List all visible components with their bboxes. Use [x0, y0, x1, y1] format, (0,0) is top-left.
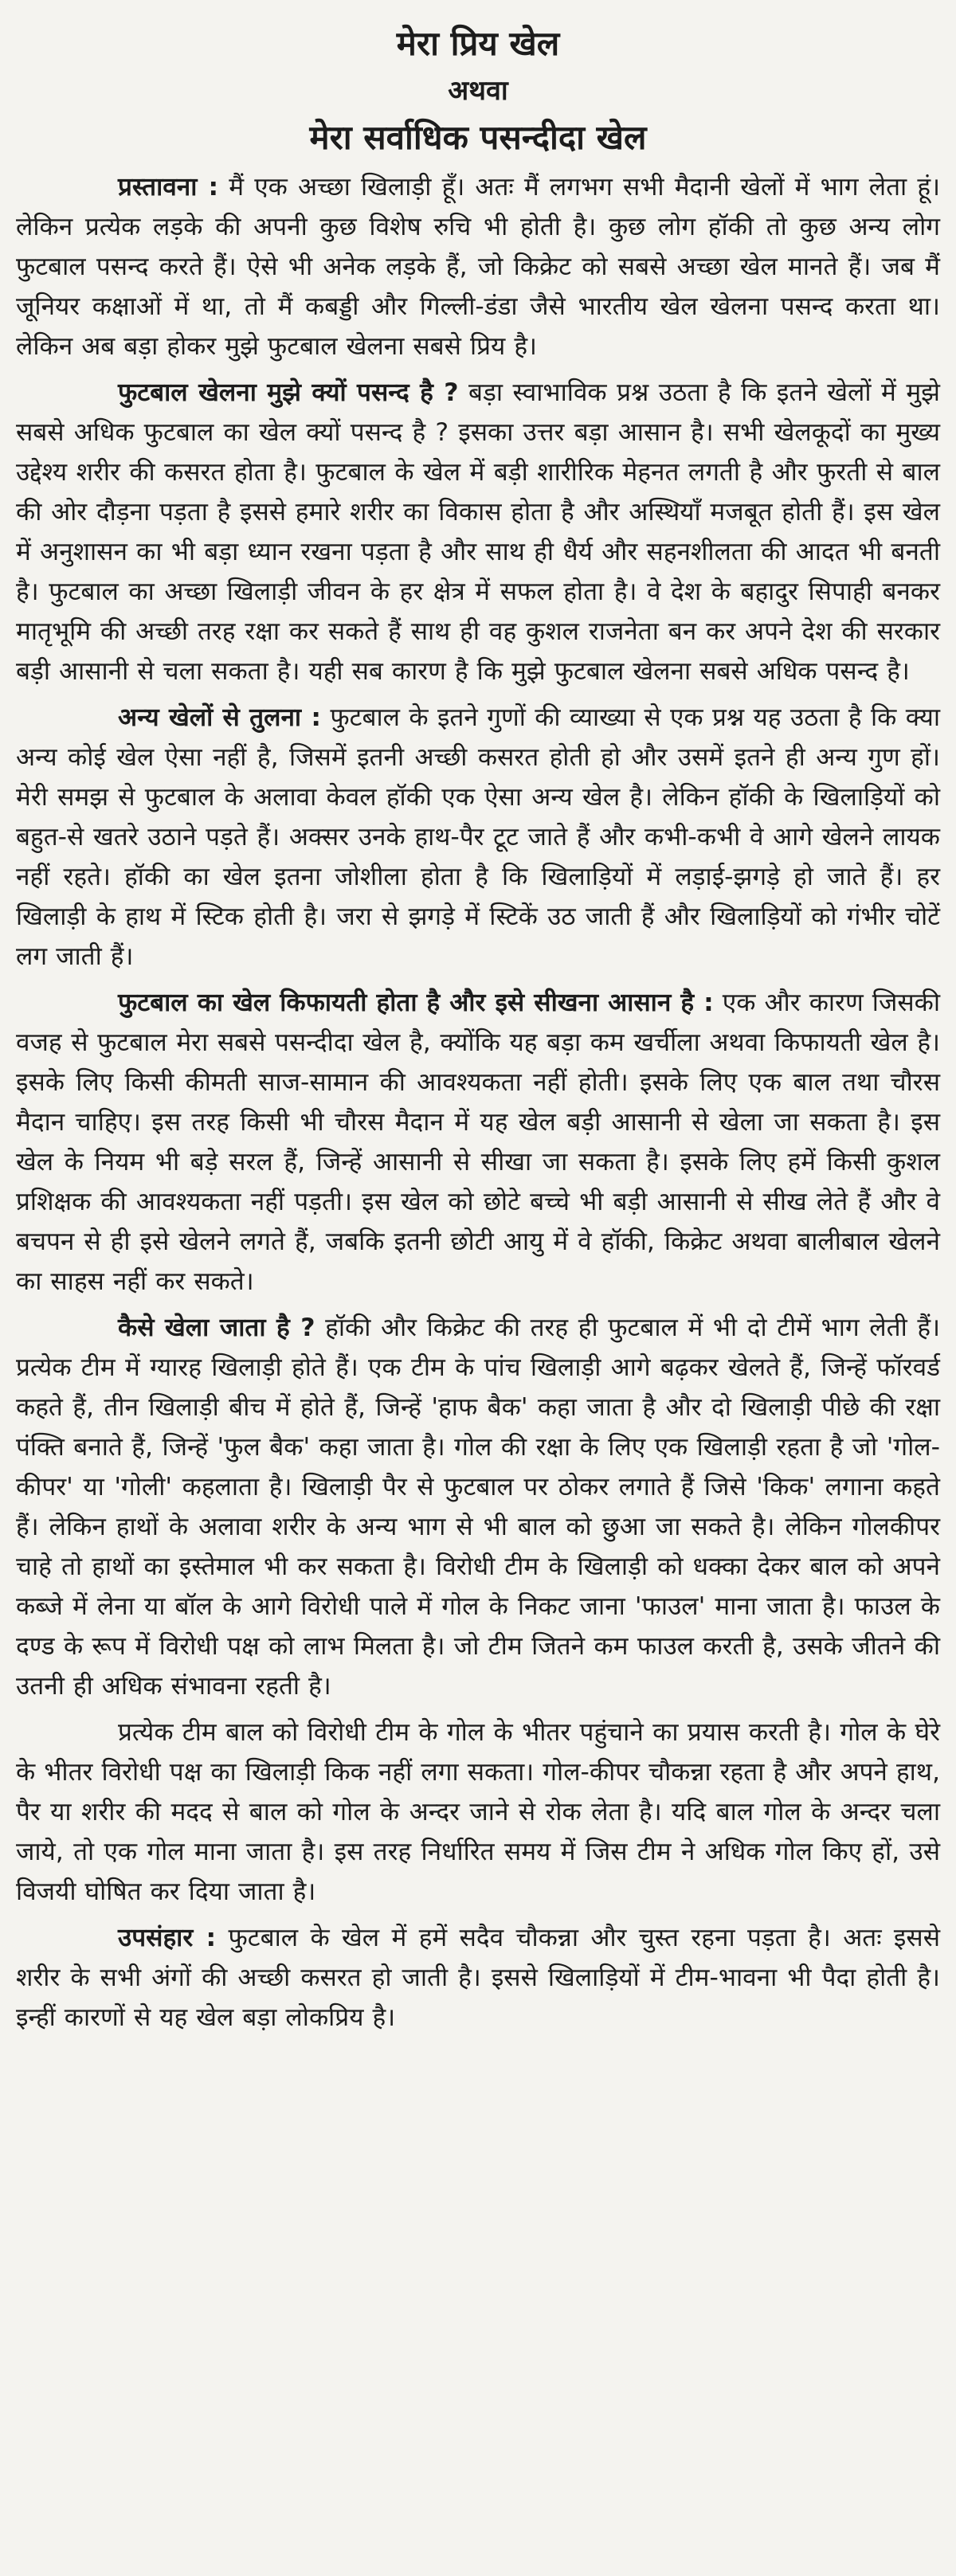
text-why-football: बड़ा स्वाभाविक प्रश्न उठता है कि इतने खेलों में मुझे सबसे अधिक फुटबाल का खेल क्यों पसन्द है ? इसका उत्तर बड़ा आसान है। सभी खेलकूदों का मुख्य उद्देश्य शरीर की कसरत होता है। फुटबाल के खेल में बड़ी शारीरिक मेहनत लगती है और फुरती से बाल की ओर दौड़ना पड़ता है इससे हमारे शरीर का विकास होता है और अस्थियाँ मजबूत होती हैं। इस खेल में अनुशासन का भी बड़ा ध्यान रखना पड़ता है और साथ ही धैर्य और सहनशीलता की आदत भी बनती है। फुटबाल का अच्छा खिलाड़ी जीवन के हर क्षेत्र में सफल होता है। वे देश के बहादुर सिपाही बनकर मातृभूमि की अच्छी तरह रक्षा कर सकते हैं साथ ही वह कुशल राजनेता बन कर अपने देश की सरकार बड़ी आसानी से चला सकता है। यही सब कारण है कि मुझे फुटबाल खेलना सबसे अधिक पसन्द है।	[16, 378, 940, 686]
paragraph-why-football	[16, 373, 940, 691]
paragraph-economical	[16, 983, 940, 1302]
text-how-played: हॉकी और किक्रेट की तरह ही फुटबाल में भी दो टीमें भाग लेती हैं। प्रत्येक टीम में ग्यारह खिलाड़ी होते हैं। एक टीम के पांच खिलाड़ी आगे बढ़कर खेलते हैं, जिन्हें फॉरवर्ड कहते हैं, तीन खिलाड़ी बीच में होते हैं, जिन्हें 'हाफ बैक' कहा जाता है और दो खिलाड़ी पीछे की रक्षा पंक्ति बनाते हैं, जिन्हें 'फुल बैक' कहा जाता है। गोल की रक्षा के लिए एक खिलाड़ी रहता है जो 'गोल-कीपर' या 'गोली' कहलाता है। खिलाड़ी पैर से फुटबाल पर ठोकर लगाते हैं जिसे 'किक' लगाना कहते हैं। लेकिन हाथों के अलावा शरीर के अन्य भाग से भी बाल को छुआ जा सकते है। लेकिन गोलकीपर चाहे तो हाथों का इस्तेमाल भी कर सकता है। विरोधी टीम के खिलाड़ी को धक्का देकर बाल को अपने कब्जे में लेना या बॉल के आगे विरोधी पाले में गोल के निकट जाना 'फाउल' माना जाता है। फाउल के दण्ड के रूप में विरोधी पक्ष को लाभ मिलता है। जो टीम जितने कम फाउल करती है, उसके जीतने की उतनी ही अधिक संभावना रहती है।	[16, 1313, 941, 1701]
heading-comparison: अन्य खेलों से तुलना :	[118, 703, 322, 732]
essay-title: मेरा प्रिय खेल	[396, 24, 560, 63]
heading-how-played: कैसे खेला जाता है ?	[118, 1313, 315, 1342]
heading-conclusion: उपसंहार :	[118, 1924, 217, 1952]
heading-economical: फुटबाल का खेल किफायती होता है और इसे सीखना आसान है :	[118, 989, 714, 1017]
text-conclusion: फुटबाल के खेल में हमें सदैव चौकन्ना और चुस्त रहना पड़ता है। अतः इससे शरीर के सभी अंगों की अच्छी कसरत हो जाती है। इससे खिलाड़ियों में टीम-भावना भी पैदा होती है। इन्हीं कारणों से यह खेल बड़ा लोकप्रिय है।	[16, 1924, 940, 2032]
title-block	[16, 19, 940, 162]
paragraph-scoring	[16, 1713, 940, 1912]
alternate-connector: अथवा	[448, 75, 508, 107]
paragraph-introduction	[16, 167, 940, 366]
text-comparison: फुटबाल के इतने गुणों की व्याख्या से एक प्रश्न यह उठता है कि क्या अन्य कोई खेल ऐसा नहीं है, जिसमें इतनी अच्छी कसरत होती हो और उसमें इतने ही अन्य गुण हों। मेरी समझ से फुटबाल के अलावा केवल हॉकी एक ऐसा अन्य खेल है। लेकिन हॉकी के खिलाड़ियों को बहुत-से खतरे उठाने पड़ते हैं। अक्सर उनके हाथ-पैर टूट जाते हैं और कभी-कभी वे आगे खेलने लायक नहीं रहते। हॉकी का खेल इतना जोशीला होता है कि खिलाड़ियों में लड़ाई-झगड़े हो जाते हैं। हर खिलाड़ी के हाथ में स्टिक होती है। जरा से झगड़े में स्टिकें उठ जाती हैं और खिलाड़ियों को गंभीर चोटें लग जाती हैं।	[16, 703, 941, 971]
heading-introduction: प्रस्तावना :	[118, 173, 219, 202]
heading-why-football: फुटबाल खेलना मुझे क्यों पसन्द है ?	[118, 378, 459, 407]
paragraph-comparison	[16, 698, 940, 977]
text-economical: एक और कारण जिसकी वजह से फुटबाल मेरा सबसे पसन्दीदा खेल है, क्योंकि यह बड़ा कम खर्चीला अथवा किफायती खेल है। इसके लिए किसी कीमती साज-सामान की आवश्यकता नहीं होती। इसके लिए एक बाल तथा चौरस मैदान चाहिए। इस तरह किसी भी चौरस मैदान में यह खेल बड़ी आसानी से खेला जा सकता है। इस खेल के नियम भी बड़े सरल हैं, जिन्हें आसानी से सीखा जा सकता है। इसके लिए हमें किसी कुशल प्रशिक्षक की आवश्यकता नहीं पड़ती। इस खेल को छोटे बच्चे भी बड़ी आसानी से सीख लेते हैं और वे बचपन से ही इसे खेलने लगते हैं, जबकि इतनी छोटी आयु में वे हॉकी, किक्रेट अथवा बालीबाल खेलने का साहस नहीं कर सकते।	[16, 989, 940, 1296]
essay-body	[16, 167, 940, 2038]
paragraph-how-played	[16, 1308, 940, 1706]
text-introduction: मैं एक अच्छा खिलाड़ी हूँ। अतः मैं लगभग सभी मैदानी खेलों में भाग लेता हूं। लेकिन प्रत्येक लड़के की अपनी कुछ विशेष रुचि भी होती है। कुछ लोग हॉकी तो कुछ अन्य लोग फुटबाल पसन्द करते हैं। ऐसे भी अनेक लड़के हैं, जो किक्रेट को सबसे अच्छा खेल मानते हैं। जब मैं जूनियर कक्षाओं में था, तो मैं कबड्डी और गिल्ली-डंडा जैसे भारतीय खेल खेलना पसन्द करता था। लेकिन अब बड़ा होकर मुझे फुटबाल खेलना सबसे प्रिय है।	[16, 173, 941, 361]
essay-subtitle: मेरा सर्वाधिक पसन्दीदा खेल	[309, 118, 647, 157]
paragraph-conclusion	[16, 1918, 940, 2038]
text-scoring: प्रत्येक टीम बाल को विरोधी टीम के गोल के भीतर पहुंचाने का प्रयास करती है। गोल के घेरे के भीतर विरोधी पक्ष का खिलाड़ी किक नहीं लगा सकता। गोल-कीपर चौकन्ना रहता है और अपने हाथ, पैर या शरीर की मदद से बाल को गोल के अन्दर जाने से रोक लेता है। यदि बाल गोल के अन्दर चला जाये, तो एक गोल माना जाता है। इस तरह निर्धारित समय में जिस टीम ने अधिक गोल किए हों, उसे विजयी घोषित कर दिया जाता है।	[16, 1718, 940, 1906]
